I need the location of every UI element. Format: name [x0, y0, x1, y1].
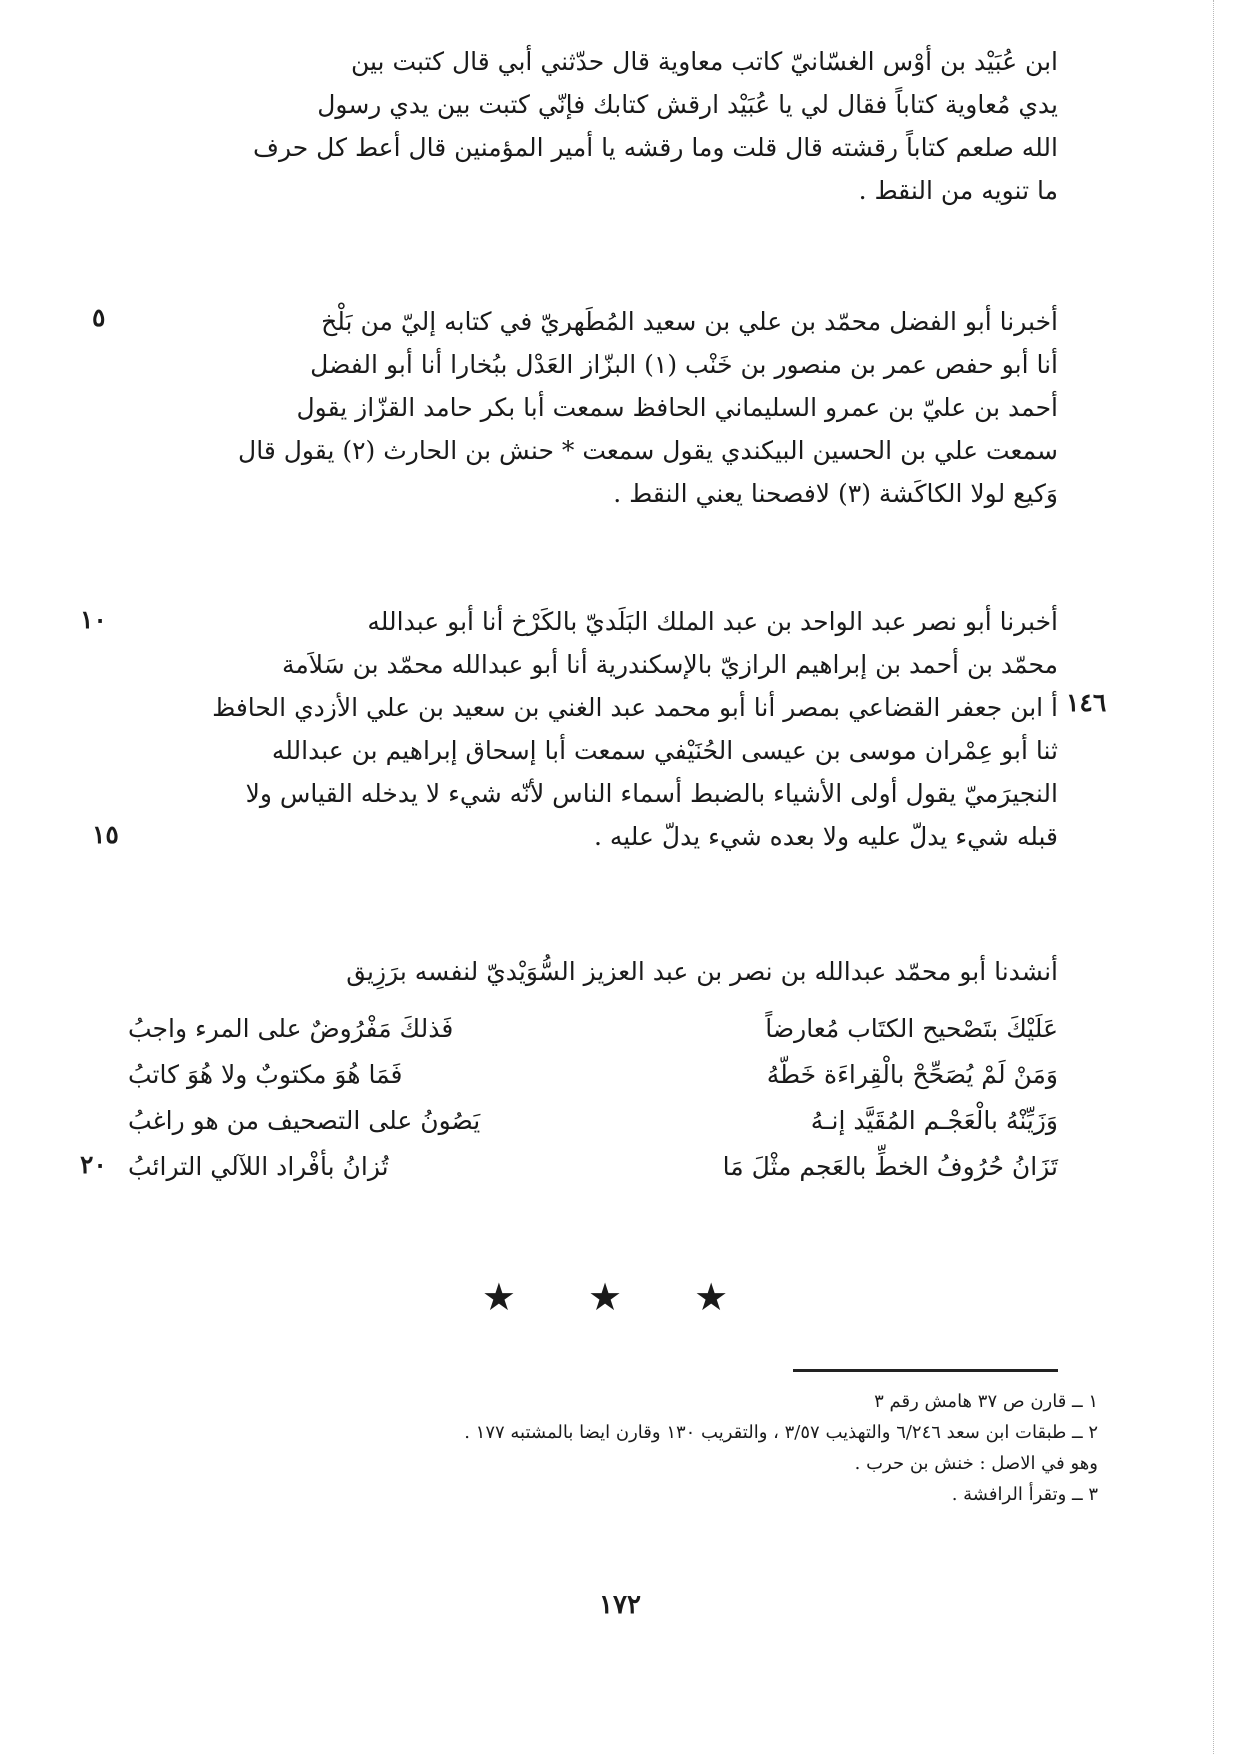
poem-verse — [128, 1052, 1058, 1098]
text-line: وَكيع لولا الكاكَشة (٣) لافصحنا يعني النقط . — [613, 479, 1058, 508]
text-line: محمّد بن أحمد بن إبراهيم الرازيّ بالإسكندرية أنا أبو عبدالله محمّد بن سَلاَمة — [282, 650, 1058, 679]
text-line: ابن عُبَيْد بن أوْس الغسّانيّ كاتب معاوية قال حدّثني أبي قال كتبت بين — [350, 47, 1058, 76]
text-line: سمعت علي بن الحسين البيكندي يقول سمعت * حنش بن الحارث (٢) يقول قال — [238, 436, 1058, 465]
poem-verse — [128, 1098, 1058, 1144]
line-number-5: ٥ — [92, 303, 106, 332]
text-line: الله صلعم كتاباً رقشته قال قلت وما رقشه يا أمير المؤمنين قال أعط كل حرف — [253, 133, 1058, 162]
poem-verse — [128, 1144, 1058, 1190]
text-line: ثنا أبو عِمْران موسى بن عيسى الحُنَيْفي سمعت أبا إسحاق إبراهيم بن عبدالله — [271, 736, 1058, 765]
line-number-146: ١٤٦ — [1066, 688, 1107, 717]
line-number-20: ٢٠ — [80, 1150, 107, 1179]
verse-second-hemistich: فَمَا هُوَ مكتوبٌ ولا هُوَ كاتبُ — [128, 1060, 403, 1089]
paragraph-4 — [128, 950, 1058, 993]
text-line: أخبرنا أبو الفضل محمّد بن علي بن سعيد المُطَهريّ في كتابه إليّ من بَلْخ — [321, 307, 1058, 336]
footnote-1: ١ ــ قارن ص ٣٧ هامش رقم ٣ — [874, 1391, 1098, 1412]
poem-verse — [128, 1006, 1058, 1052]
paragraph-1 — [128, 40, 1058, 212]
paragraph-3 — [128, 600, 1058, 858]
verse-first-hemistich: وَمَنْ لَمْ يُصَحِّحْ بالْقِراءَة خَطّهُ — [766, 1060, 1058, 1089]
text-line: أنا أبو حفص عمر بن منصور بن خَنْب (١) البزّاز العَدْل ببُخارا أنا أبو الفضل — [310, 350, 1058, 379]
text-line: أ ابن جعفر القضاعي بمصر أنا أبو محمد عبد الغني بن سعيد بن علي الأزدي الحافظ — [212, 693, 1058, 722]
line-number-15: ١٥ — [92, 820, 119, 849]
text-line: أحمد بن عليّ بن عمرو السليماني الحافظ سمعت أبا بكر حامد القزّاز يقول — [296, 393, 1058, 422]
scan-edge-line — [1213, 0, 1214, 1754]
line-number-10: ١٠ — [80, 605, 107, 634]
text-line: ما تنويه من النقط . — [858, 176, 1058, 205]
footnote-rule — [793, 1369, 1058, 1372]
verse-first-hemistich: عَلَيْكَ بتَصْحيح الكتَاب مُعارضاً — [765, 1014, 1058, 1043]
text-line: أخبرنا أبو نصر عبد الواحد بن عبد الملك البَلَديّ بالكَرْخ أنا أبو عبدالله — [367, 607, 1058, 636]
footnote-3: ٣ ــ وتقرأ الرافشة . — [951, 1484, 1098, 1505]
verse-first-hemistich: تَزَانُ حُرُوفُ الخطِّ بالعَجم مثْلَ مَا — [722, 1152, 1058, 1181]
footnote-2: ٢ ــ طبقات ابن سعد ٦/٢٤٦ والتهذيب ٣/٥٧ ، والتقريب ١٣٠ وقارن ايضا بالمشتبه ١٧٧ . — [464, 1422, 1098, 1443]
section-divider-stars: ★ ★ ★ — [481, 1275, 759, 1319]
text-line: النجيرَميّ يقول أولى الأشياء بالضبط أسماء الناس لأنّه شيء لا يدخله القياس ولا — [245, 779, 1058, 808]
text-line: أنشدنا أبو محمّد عبدالله بن نصر بن عبد العزيز السُّوَيْديّ لنفسه برَزِيق — [346, 957, 1058, 986]
text-line: قبله شيء يدلّ عليه ولا بعده شيء يدلّ عليه . — [593, 822, 1058, 851]
verse-first-hemistich: وَزَيِّنْهُ بالْعَجْـم المُقَيَّد إنـهُ — [810, 1106, 1058, 1135]
verse-second-hemistich: تُزانُ بأفْراد اللآلي الترائبُ — [128, 1152, 389, 1181]
verse-second-hemistich: يَصُونُ على التصحيف من هو راغبُ — [128, 1106, 481, 1135]
page-number: ١٧٢ — [599, 1590, 641, 1620]
footnote-2-continued: وهو في الاصل : خنش بن حرب . — [854, 1453, 1098, 1474]
text-line: يدي مُعاوية كتاباً فقال لي يا عُبَيْد ارقش كتابك فإنّي كتبت بين يدي رسول — [317, 90, 1058, 119]
paragraph-2 — [128, 300, 1058, 515]
verse-second-hemistich: فَذلكَ مَفْرُوضٌ على المرء واجبُ — [128, 1014, 454, 1043]
